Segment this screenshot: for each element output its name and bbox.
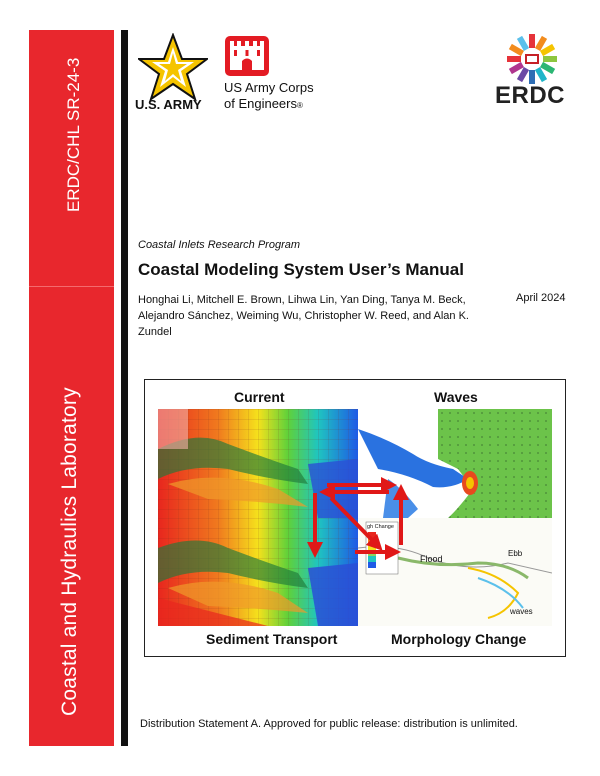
author-list: Honghai Li, Mitchell E. Brown, Lihwa Lin, Yan Ding, Tanya M. Beck, Alejandro Sánchez, Weiming Wu, Christopher W. Reed, and Alan K. Zundel [138,294,469,338]
panel-title-morphology: Morphology Change [391,631,527,647]
arrow-waves-to-sediment [331,498,377,545]
label-flood: Flood [420,554,443,564]
label-ebb: Ebb [508,549,523,558]
coupling-arrows [145,380,565,656]
usace-wordmark [224,80,314,114]
usace-line-2-text: of Engineers [224,96,297,111]
registered-mark: ® [297,101,303,110]
erdc-wordmark: ERDC [495,82,566,109]
panel-title-current: Current [234,389,285,405]
program-name: Coastal Inlets Research Program [138,239,301,251]
usace-line-2 [224,96,314,114]
panel-title-waves: Waves [434,389,478,405]
usace-castle-icon [225,36,269,76]
publication-date: April 2024 [516,292,566,304]
laboratory-name: Coastal and Hydraulics Laboratory [58,387,81,716]
army-wordmark: U.S. ARMY [135,97,202,112]
document-title: Coastal Modeling System User’s Manual [138,260,464,279]
usace-line-1: US Army Corps [224,80,314,95]
cover-figure [144,379,566,657]
distribution-statement: Distribution Statement A. Approved for public release: distribution is unlimited. [140,718,518,730]
erdc-starburst-icon [506,33,558,85]
panel-title-sediment: Sediment Transport [206,631,338,647]
label-waves: waves [510,607,533,616]
sidebar-black-band [121,30,128,746]
legend-title: gh Change [367,524,394,530]
report-number: ERDC/CHL SR-24-3 [64,57,83,212]
sidebar-divider [29,286,114,287]
